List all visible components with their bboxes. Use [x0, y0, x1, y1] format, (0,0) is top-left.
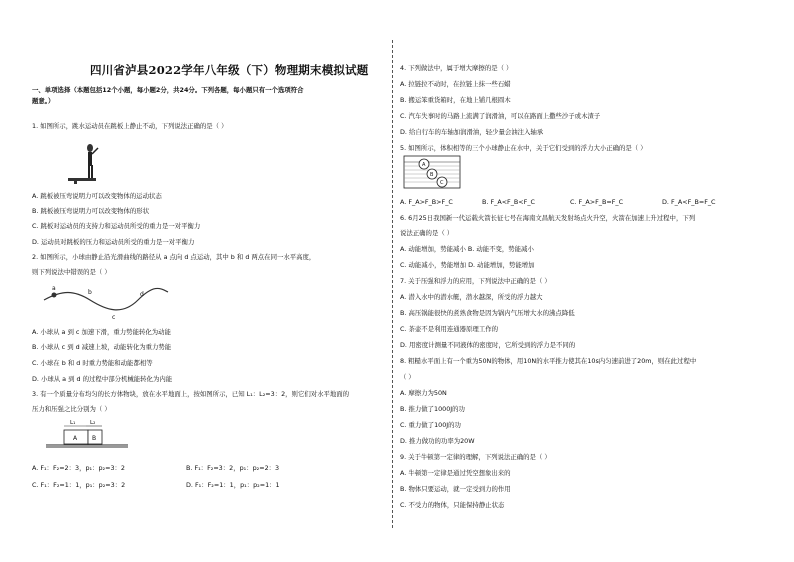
- q7-option-c: C. 茶壶不是利用连通器原理工作的: [400, 325, 498, 333]
- floating-balls-figure: [402, 154, 464, 190]
- diver-figure: [68, 134, 128, 184]
- q8-option-a: A. 摩擦力为50N: [400, 389, 447, 397]
- question-8: 8. 粗糙水平面上有一个重为50N的物体，用10N的水平推力使其在10s内匀速前进了20m，则在此过程中: [400, 357, 697, 365]
- q3-option-a: A. F₁：F₂=2：3，p₁：p₂=3：2: [32, 464, 125, 472]
- question-6-cont: 说法正确的是（ ）: [400, 229, 454, 237]
- question-4: 4. 下列做法中，属于增大摩擦的是（ ）: [400, 64, 513, 72]
- point-c-label: c: [112, 314, 116, 321]
- q4-option-b: B. 搬运笨重货箱时，在地上铺几根圆木: [400, 96, 511, 104]
- block-figure: [42, 416, 132, 458]
- q7-option-b: B. 高压锅能很快的煮熟食物是因为锅内气压增大水的沸点降低: [400, 309, 575, 317]
- q5-option-a: A. F_A>F_B>F_C: [400, 198, 453, 206]
- q5-option-c: C. F_A>F_B=F_C: [570, 198, 624, 206]
- point-d-label: d: [140, 291, 144, 298]
- q3-option-d: D. F₁：F₂=1：1，p₁：p₂=1：1: [186, 481, 280, 489]
- ball-c-label: C: [440, 180, 444, 186]
- ball-a-label: A: [422, 162, 426, 168]
- q7-option-d: D. 用密度计测量不同液体的密度时，它所受到的浮力是不同的: [400, 341, 576, 349]
- question-5: 5. 如图所示，体积相等的三个小球静止在水中，关于它们受到的浮力大小正确的是（ ）: [400, 144, 647, 152]
- q9-option-c: C. 不受力的物体，只能保持静止状态: [400, 501, 505, 509]
- section-heading: 一、单项选择（本题包括12个小题，每小题2分，共24分。下列各题，每小题只有一个选项符合: [32, 86, 304, 94]
- q3-option-b: B. F₁：F₂=3：2，p₁：p₂=2：3: [186, 464, 280, 472]
- q5-option-d: D. F_A<F_B=F_C: [662, 198, 716, 206]
- point-b-label: b: [88, 289, 92, 296]
- page-title: 四川省泸县2022学年八年级（下）物理期末模拟试题: [90, 63, 369, 77]
- curve-track-figure: [42, 282, 172, 322]
- q2-option-b: B. 小球从 c 到 d 减速上坡，动能转化为重力势能: [32, 343, 172, 351]
- q1-option-c: C. 跳板对运动员的支持力和运动员所受的重力是一对平衡力: [32, 222, 201, 230]
- q3-option-c: C. F₁：F₂=1：1，p₁：p₂=3：2: [32, 481, 126, 489]
- q6-option-cd: C. 动能减小，势能增加 D. 动能增加，势能增加: [400, 261, 535, 269]
- q5-option-b: B. F_A<F_B<F_C: [482, 198, 535, 206]
- q2-option-d: D. 小球从 a 到 d 的过程中部分机械能转化为内能: [32, 375, 173, 383]
- length-l1-label: L₁: [70, 420, 76, 426]
- question-1: 1. 如图所示，跳水运动员在跳板上静止不动，下列说法正确的是（ ）: [32, 122, 228, 130]
- question-3-cont: 压力和压强之比分别为（ ）: [32, 405, 111, 413]
- q9-option-b: B. 物体只要运动，就一定受到力的作用: [400, 485, 511, 493]
- q1-option-a: A. 跳板被压弯说明力可以改变物体的运动状态: [32, 192, 162, 200]
- point-a-label: a: [52, 285, 56, 292]
- question-8-cont: （ ）: [400, 373, 415, 381]
- question-7: 7. 关于压强和浮力的应用，下列说法中正确的是（ ）: [400, 277, 551, 285]
- question-9: 9. 关于牛顿第一定律的理解，下列说法正确的是（ ）: [400, 453, 551, 461]
- section-heading-cont: 题意。）: [32, 97, 55, 105]
- block-b-label: B: [92, 435, 97, 442]
- question-2: 2. 如图所示，小球由静止沿光滑曲线的路径从 a 点向 d 点运动，其中 b 和 d 两点在同一水平高度，: [32, 253, 316, 261]
- ball-b-label: B: [430, 172, 434, 178]
- q9-option-a: A. 牛顿第一定律是通过凭空想象出来的: [400, 469, 511, 477]
- q4-option-c: C. 汽车失事时的马路上流满了润滑油，可以在路面上撒些沙子或木渣子: [400, 112, 601, 120]
- q8-option-d: D. 推力做功的功率为20W: [400, 437, 475, 445]
- column-divider: [392, 40, 393, 528]
- length-l2-label: L₂: [90, 420, 96, 426]
- question-2-cont: 则下列说法中错误的是（ ）: [32, 268, 111, 276]
- q1-option-d: D. 运动员对跳板的压力和运动员所受的重力是一对平衡力: [32, 238, 195, 246]
- q4-option-d: D. 给自行车的车轴加润滑油，轻少量会油注入轴承: [400, 128, 544, 136]
- q4-option-a: A. 拉链拉不动时，在拉链上抹一些石蜡: [400, 80, 511, 88]
- q8-option-b: B. 推力做了1000J的功: [400, 405, 465, 413]
- q7-option-a: A. 潜入水中的潜水艇，潜水越深，所受的浮力越大: [400, 293, 543, 301]
- question-6: 6. 6月25日我国新一代运载火箭长征七号在海南文昌航天发射场点火升空，火箭在加速上升过程中，下列: [400, 214, 696, 222]
- block-a-label: A: [73, 435, 78, 442]
- q6-option-ab: A. 动能增加，势能减小 B. 动能不变，势能减小: [400, 245, 534, 253]
- question-3: 3. 有一个质量分布均匀的长方体物块，放在水平地面上，按如图所示，已知 L₁：L₂=3：2，则它们对水平地面的: [32, 390, 350, 398]
- q1-option-b: B. 跳板被压弯说明力可以改变物体的形状: [32, 207, 150, 215]
- q8-option-c: C. 重力做了100J的功: [400, 421, 461, 429]
- q2-option-c: C. 小球在 b 和 d 时重力势能和动能都相等: [32, 359, 153, 367]
- q2-option-a: A. 小球从 a 到 c 加速下滑，重力势能转化为动能: [32, 328, 171, 336]
